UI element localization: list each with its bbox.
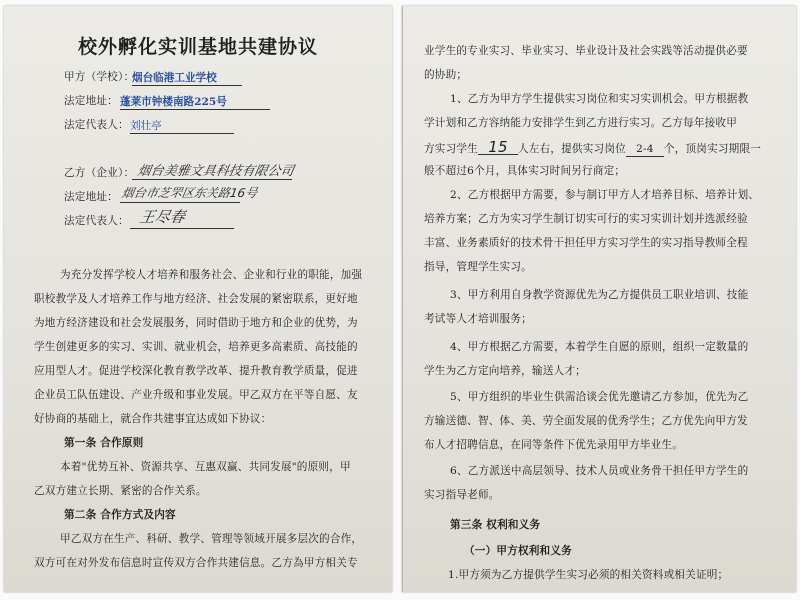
item-1-line-3 bbox=[424, 140, 761, 157]
text-line: 职校教学及人才培养工作与地方经济、社会发展的紧密联系，更好地 bbox=[34, 293, 358, 305]
article-3-item-1: 1.甲方须为乙方提供学生实习必须的相关资料或相关证明； bbox=[448, 569, 729, 581]
party-b-underline bbox=[132, 179, 292, 180]
text-line: 为地方经济建设和社会发展服务，同时借助于地方和企业的优势，为 bbox=[34, 317, 358, 329]
party-a-school-label: 甲方（学校）： bbox=[64, 71, 135, 83]
interns-count-handwritten: 15 bbox=[478, 140, 518, 155]
article-2-heading: 第二条 合作方式及内容 bbox=[64, 509, 176, 521]
legal-rep-b-label: 法定代表人： bbox=[64, 215, 129, 227]
text-line: 学生创建更多的实习、实训、就业机会，培养更多高素质、高技能的 bbox=[34, 341, 358, 353]
legal-address-value: 蓬莱市钟楼南路225号 bbox=[120, 94, 270, 110]
item-1-line-1: 1、乙方为甲方学生提供实习岗位和实习实训机会。甲方根据教 bbox=[450, 93, 749, 105]
text-line: 企业员工队伍建设、产业升级和事业发展。甲乙双方在平等自愿、友 bbox=[34, 389, 358, 401]
text-line: 乙双方建立长期、紧密的合作关系。 bbox=[34, 485, 207, 497]
text-line: 的协助； bbox=[424, 69, 468, 81]
party-a-school-value: 烟台临港工业学校 bbox=[132, 70, 242, 86]
legal-rep-b-signature: 王尽春 bbox=[138, 208, 187, 226]
text-line: 考试等人才培训服务； bbox=[424, 313, 532, 325]
text-line: 实习指导老师。 bbox=[424, 489, 500, 501]
legal-rep-b-underline bbox=[130, 228, 234, 229]
text-line: 学生为乙方定向培养，输送人才； bbox=[424, 365, 586, 377]
article-1-heading: 第一条 合作原则 bbox=[64, 437, 144, 449]
party-b-label: 乙方（企业）： bbox=[64, 167, 135, 179]
text-line: 甲乙双方在生产、科研、教学、管理等领域开展多层次的合作， bbox=[60, 533, 363, 545]
legal-address-label: 法定地址： bbox=[64, 95, 118, 107]
text-line: 培养方案；乙方为实习学生制订切实可行的实习实训计划并选派经验 bbox=[424, 213, 748, 225]
text-line: 本着"优势互补、资源共享、互惠双赢、共同发展"的原则，甲 bbox=[60, 461, 351, 473]
text-line: 2、乙方根据甲方需要，参与制订甲方人才培养目标、培养计划、 bbox=[450, 189, 760, 201]
legal-rep-label: 法定代表人： bbox=[64, 119, 129, 131]
text-line: 双方可在对外发布信息时宣传双方合作共建信息。乙方為甲方相关专 bbox=[34, 557, 358, 569]
text-line: 布人才招聘信息，在同等条件下优先录用甲方毕业生。 bbox=[424, 439, 684, 451]
legal-address-b-underline bbox=[120, 202, 240, 203]
item-1-line-4: 般不超过6个月，具体实习时间另行商定； bbox=[424, 165, 626, 177]
legal-address-b-label: 法定地址： bbox=[64, 191, 118, 203]
agreement-title: 校外孵化实训基地共建协议 bbox=[77, 36, 318, 58]
text-line: 丰富、业务素质好的技术骨干担任甲方实习学生的实习指导教师全程 bbox=[424, 237, 748, 249]
text-line: 6、乙方派送中高层领导、技术人员或业务骨干担任甲方学生的 bbox=[450, 465, 749, 477]
text-line: 4、甲方根据乙方需要，本着学生自愿的原则，组织一定数量的 bbox=[450, 341, 749, 353]
page-margin-line bbox=[402, 6, 403, 592]
right-document-page bbox=[402, 6, 796, 592]
text-line: 方输送德、智、体、美、劳全面发展的优秀学生；乙方优先向甲方发 bbox=[424, 415, 748, 427]
posts-count: 2-4 bbox=[626, 142, 664, 157]
item-1-line-3-prefix: 方实习学生 bbox=[424, 143, 478, 155]
item-1-line-3-suffix: 个，顶岗实习期限一 bbox=[663, 143, 762, 155]
legal-rep-value: 刘壮亭 bbox=[130, 118, 234, 134]
item-1-line-2: 学计划和乙方容纳能力安排学生到乙方进行实习。乙方每年接收甲 bbox=[424, 117, 738, 129]
text-line: 应用型人才。促进学校深化教育教学改革、提升教育教学质量，促进 bbox=[34, 365, 358, 377]
legal-address-b-handwritten: 烟台市芝罘区东关路16号 bbox=[120, 186, 259, 200]
text-line: 5、甲方组织的毕业生供需洽谈会优先邀请乙方参加，优先为乙 bbox=[450, 391, 749, 403]
text-line: 指导，管理学生实习。 bbox=[424, 261, 532, 273]
left-document-page bbox=[4, 6, 392, 592]
article-3-heading: 第三条 权利和义务 bbox=[450, 519, 541, 531]
article-3-subheading: （一）甲方权利和义务 bbox=[464, 545, 572, 557]
item-1-line-3-middle: 人左右，提供实习岗位 bbox=[517, 143, 626, 155]
text-line: 业学生的专业实习、毕业实习、毕业设计及社会实践等活动提供必要 bbox=[424, 45, 748, 57]
text-line: 好协商的基础上，就合作共建事宜达成如下协议： bbox=[34, 413, 272, 425]
text-line: 为充分发挥学校人才培养和服务社会、企业和行业的职能，加强 bbox=[60, 269, 363, 281]
text-line: 3、甲方利用自身教学资源优先为乙方提供员工职业培训、技能 bbox=[450, 289, 749, 301]
party-b-handwritten-name: 烟台美雅文具科技有限公司 bbox=[136, 164, 295, 179]
